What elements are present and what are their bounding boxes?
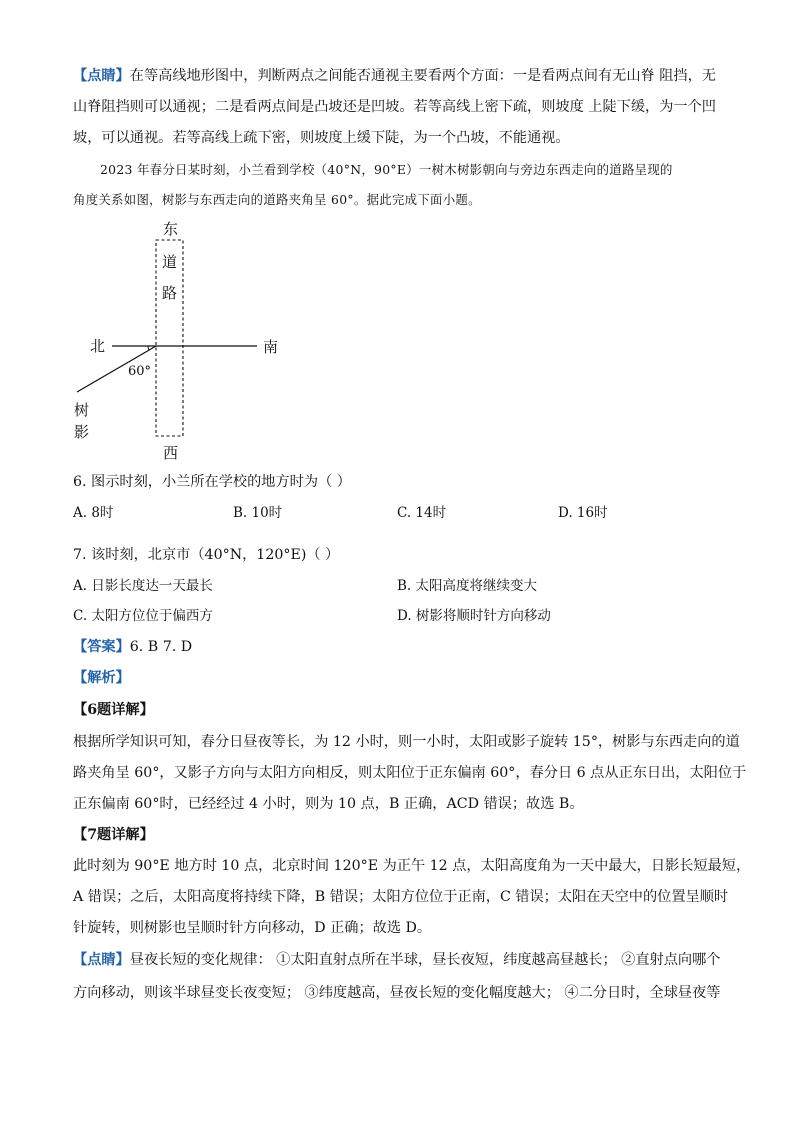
q6-option-b: B. 10时	[233, 505, 283, 521]
label-west: 西	[163, 444, 179, 462]
q7-option-c: C. 太阳方位位于偏西方	[73, 608, 213, 624]
analysis-heading	[73, 668, 130, 688]
answer-tag: 【答案】	[73, 639, 130, 655]
tip1-line-2: 山脊阻挡则可以通视；二是看两点间是凸坡还是凹坡。若等高线上密下疏，则坡度 上陡下缓，为一个凹	[73, 99, 716, 115]
tip2-tag: 【点睛】	[73, 952, 130, 968]
q7-option-a: A. 日影长度达一天最长	[73, 578, 213, 594]
tip2-line-2: 方向移动，则该半球昼变长夜变短； ③纬度越高，昼夜长短的变化幅度越大； ④二分日时，全球昼夜等	[73, 985, 721, 1001]
q6-stem: 6. 图示时刻，小兰所在学校的地方时为（ ）	[73, 474, 351, 490]
q7-option-d: D. 树影将顺时针方向移动	[397, 608, 551, 624]
tip1-tag: 【点睛】	[73, 68, 130, 84]
intro-line-1: 2023 年春分日某时刻，小兰看到学校（40°N，90°E）一树木树影朝向与旁边东西走向的道路呈现的	[100, 162, 673, 177]
tip2-text-1: 昼夜长短的变化规律： ①太阳直射点所在半球，昼长夜短，纬度越高昼越长； ②直射点向哪个	[129, 952, 721, 968]
q6-option-c: C. 14时	[397, 505, 447, 521]
label-road-1: 道	[162, 253, 178, 271]
answer-text: 6. B 7. D	[129, 639, 193, 655]
label-angle: 60°	[128, 364, 152, 379]
answer-line	[73, 637, 192, 657]
label-road-2: 路	[162, 284, 178, 302]
label-south: 南	[263, 338, 279, 356]
road-shadow-diagram	[70, 215, 310, 465]
tip2-line-1	[73, 950, 720, 970]
q6-option-d: D. 16时	[558, 505, 608, 521]
label-east: 东	[163, 220, 179, 238]
d6-line-3: 正东偏南 60°时，已经经过 4 小时，则为 10 点，B 正确，ACD 错误；故选 B。	[73, 796, 584, 812]
tip1-line-3: 坡，可以通视。若等高线上疏下密，则坡度上缓下陡，为一个凸坡，不能通视。	[73, 130, 570, 146]
label-north: 北	[90, 337, 106, 355]
d7-line-2: A 错误；之后，太阳高度将持续下降，B 错误；太阳方位位于正南，C 错误；太阳在天空中的位置呈顺时	[73, 889, 729, 905]
tip1-line-1	[73, 66, 716, 86]
tip1-text-1: 在等高线地形图中，判断两点之间能否通视主要看两个方面：一是看两点间有无山脊 阻挡，无	[129, 68, 716, 84]
d7-line-3: 针旋转，则树影也呈顺时针方向移动，D 正确；故选 D。	[73, 920, 432, 936]
q7-stem: 7. 该时刻，北京市（40°N，120°E)（ ）	[73, 547, 340, 563]
d7-line-1: 此时刻为 90°E 地方时 10 点，北京时间 120°E 为正午 12 点，太阳高度角为一天中最大，日影长短最短，	[73, 858, 751, 874]
d6-heading: 【6题详解】	[73, 702, 154, 718]
label-shadow-1: 树	[74, 401, 90, 419]
d7-heading: 【7题详解】	[73, 827, 154, 843]
analysis-tag: 【解析】	[73, 670, 130, 686]
d6-line-1: 根据所学知识可知，春分日昼夜等长，为 12 小时，则一小时，太阳或影子旋转 15°，树影与东西走向的道	[73, 734, 740, 750]
angle-arc	[148, 346, 149, 350]
q6-option-a: A. 8时	[73, 505, 114, 521]
q7-option-b: B. 太阳高度将继续变大	[397, 578, 538, 594]
intro-line-2: 角度关系如图，树影与东西走向的道路夹角呈 60°。据此完成下面小题。	[73, 192, 481, 207]
d6-line-2: 路夹角呈 60°，又影子方向与太阳方向相反，则太阳位于正东偏南 60°，春分日 6 点从正东日出，太阳位于	[73, 765, 747, 781]
label-shadow-2: 影	[74, 423, 90, 441]
